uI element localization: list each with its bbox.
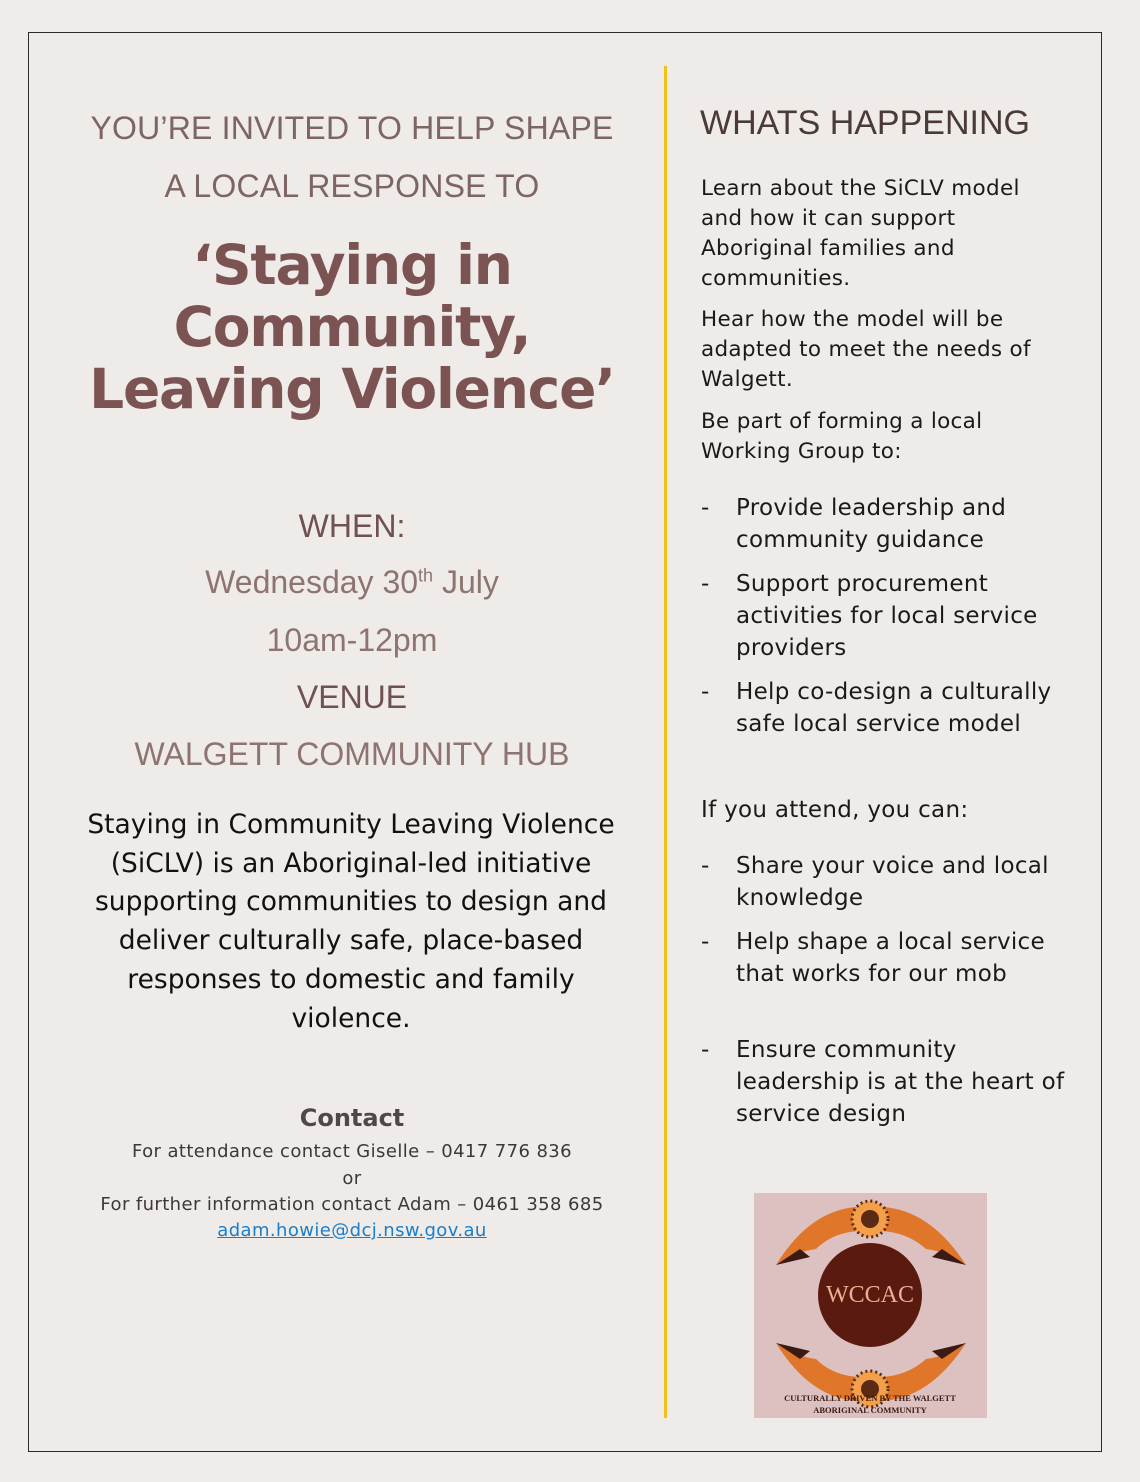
date-ordinal: th xyxy=(418,565,434,586)
list-item-text: Share your voice and local knowledge xyxy=(736,853,1049,911)
list-item-text: Help co-design a culturally safe local service model xyxy=(736,679,1052,737)
logo-caption-line-1: CULTURALLY DRIVEN BY THE WALGETT xyxy=(784,1393,956,1403)
title-line-1: ‘Staying in xyxy=(192,233,512,297)
when-label: WHEN: xyxy=(298,508,406,544)
email-link-wrap xyxy=(60,1220,644,1241)
date-day: Wednesday 30 xyxy=(205,564,419,600)
bullet-dash: - xyxy=(701,571,710,597)
date-month: July xyxy=(433,564,499,600)
further-info-contact: For further information contact Adam – 0461 358 685 xyxy=(100,1194,604,1215)
title-line-3: Leaving Violence’ xyxy=(89,357,615,421)
event-date xyxy=(60,564,644,601)
logo-wordmark: WCCAC xyxy=(825,1282,915,1308)
bullet-dash: - xyxy=(701,853,710,879)
wccac-logo-art xyxy=(754,1193,987,1418)
bullet-dash: - xyxy=(701,679,710,705)
bullet-dash: - xyxy=(701,929,710,955)
list-item-text: Help shape a local service that works for our mob xyxy=(736,929,1045,987)
event-title xyxy=(60,234,644,420)
list-item-text: Ensure community leadership is at the heart of service design xyxy=(736,1037,1065,1127)
invite-line-2: A LOCAL RESPONSE TO xyxy=(164,168,540,204)
attendance-contact: For attendance contact Giselle – 0417 776 836 xyxy=(132,1141,572,1162)
contact-or: or xyxy=(342,1168,362,1189)
venue-name: WALGETT COMMUNITY HUB xyxy=(134,736,570,772)
invite-line-1: YOU’RE INVITED TO HELP SHAPE xyxy=(90,110,614,146)
happening-paragraph-2: Hear how the model will be adapted to meet the needs of Walgett. xyxy=(701,307,1031,392)
attend-intro: If you attend, you can: xyxy=(701,797,969,823)
bullet-dash: - xyxy=(701,495,710,521)
happening-paragraph-1: Learn about the SiCLV model and how it can support Aboriginal families and communities. xyxy=(701,176,1020,291)
wccac-logo xyxy=(754,1193,987,1418)
logo-caption-line-2: ABORIGINAL COMMUNITY xyxy=(813,1405,927,1415)
title-line-2: Community, xyxy=(173,295,531,359)
happening-paragraph-3: Be part of forming a local Working Group to: xyxy=(701,409,983,464)
bullet-dash: - xyxy=(701,1037,710,1063)
venue-label: VENUE xyxy=(296,679,408,715)
program-description: Staying in Community Leaving Violence (SiCLV) is an Aboriginal-led initiative supporting communities to design and deliver culturally safe, place-based responses to domestic and family violence. xyxy=(87,809,615,1034)
contact-heading: Contact xyxy=(299,1104,405,1132)
column-divider xyxy=(664,66,667,1418)
whats-happening-heading: WHATS HAPPENING xyxy=(700,104,1030,142)
event-time: 10am-12pm xyxy=(266,622,438,658)
list-item-text: Provide leadership and community guidance xyxy=(736,495,1007,553)
contact-email-link[interactable]: adam.howie@dcj.nsw.gov.au xyxy=(217,1220,487,1241)
list-item-text: Support procurement activities for local service providers xyxy=(736,571,1038,661)
